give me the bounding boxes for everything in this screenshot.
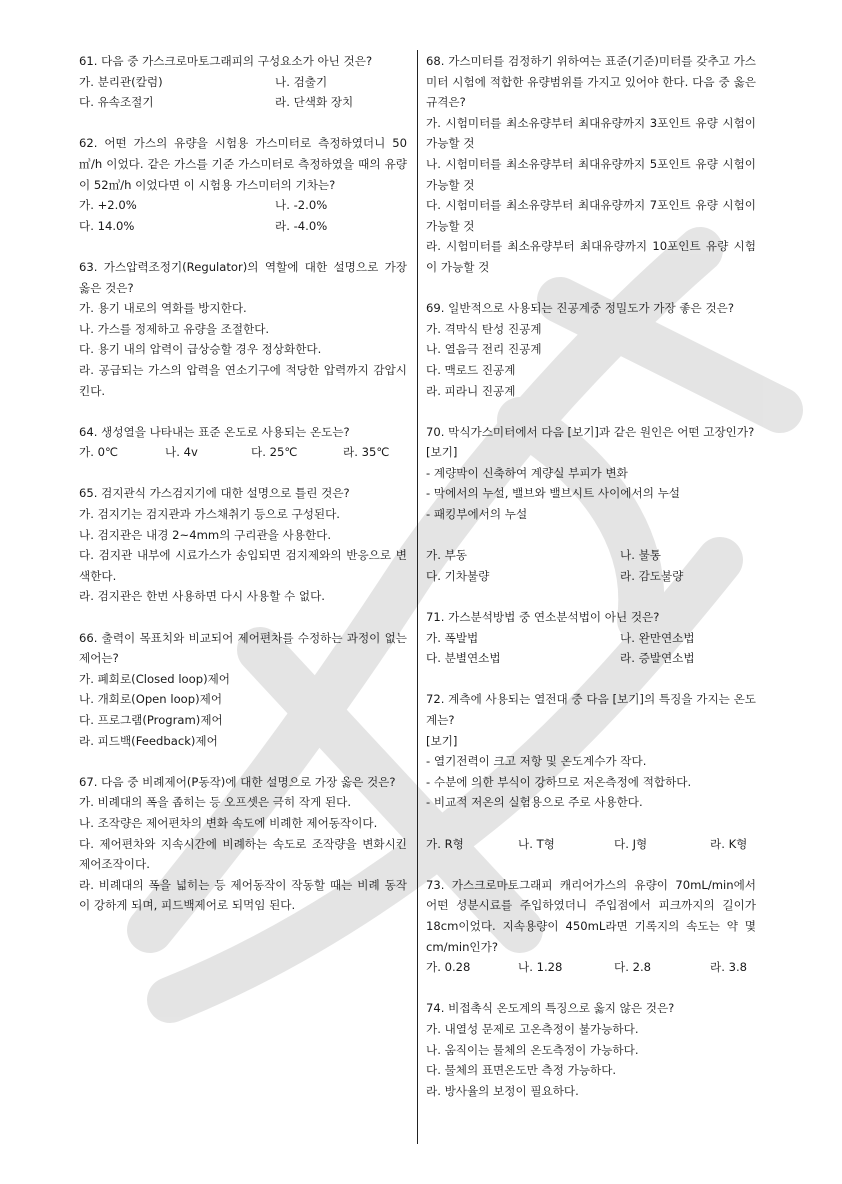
answer-option: 나. 조작량은 제어편차의 변화 속도에 비례한 제어동작이다. <box>79 815 378 830</box>
question-stem: 73. 가스크로마토그래피 캐리어가스의 유량이 70mL/min에서 어떤 성분시료를 주입하였더니 주입점에서 피크까지의 길이가 18cm이었다. 지속용량이 450mL라면 기록지의 속도는 약 몇 cm/min인가? <box>426 877 756 954</box>
question-stem: 68. 가스미터를 검정하기 위하여는 표준(기준)미터를 갖추고 가스미터 시험에 적합한 유량범위를 가지고 있어야 한다. 다음 중 옳은 규격은? <box>426 54 756 110</box>
question-stem: 69. 일반적으로 사용되는 진공계중 정밀도가 가장 좋은 것은? <box>426 301 734 316</box>
answer-option: 나. 4v <box>165 445 198 460</box>
answer-option: 나. 열음극 전리 진공계 <box>426 342 542 357</box>
answer-option: 다. J형 <box>614 836 648 851</box>
example-label: [보기] <box>426 445 458 460</box>
answer-option: 가. 격막식 탄성 진공계 <box>426 321 542 336</box>
answer-option: 다. 프로그램(Program)제어 <box>79 713 223 727</box>
question-block <box>79 422 407 463</box>
answer-option: 나. 개회로(Open loop)제어 <box>79 692 223 707</box>
question-block <box>426 51 756 278</box>
question-stem: 64. 생성열을 나타내는 표준 온도로 사용되는 온도는? <box>79 424 350 439</box>
answer-option: 라. 감도불량 <box>620 568 684 583</box>
question-stem: 70. 막식가스미터에서 다음 [보기]과 같은 원인은 어떤 고장인가? <box>426 424 755 439</box>
answer-option: 다. 14.0% <box>79 218 135 233</box>
question-stem: 72. 계측에 사용되는 열전대 중 다음 [보기]의 특징을 가지는 온도계는? <box>426 692 756 727</box>
spacer <box>426 813 756 834</box>
question-block <box>426 298 756 401</box>
answer-row <box>426 545 756 566</box>
question-stem: 62. 어떤 가스의 유량을 시험용 가스미터로 측정하였더니 50㎥/h 이었다. 같은 가스를 기준 가스미터로 측정하였을 때의 유량이 52㎥/h 이었다면 이 시험용 가스미터의 기차는? <box>79 136 407 192</box>
question-stem: 71. 가스분석방법 중 연소분석법이 아닌 것은? <box>426 610 660 625</box>
answer-row <box>79 195 407 216</box>
answer-row <box>79 92 407 113</box>
answer-row <box>79 442 407 463</box>
answer-option: 다. 검지관 내부에 시료가스가 송입되면 검지제와의 반응으로 변색한다. <box>79 548 407 583</box>
question-block <box>79 628 407 752</box>
answer-option: 가. 용기 내로의 역화를 방지한다. <box>79 301 247 316</box>
answer-option: 라. -4.0% <box>275 218 328 233</box>
example-line: - 열기전력이 크고 저항 및 온도계수가 작다. <box>426 754 647 769</box>
answer-option: 다. 용기 내의 압력이 급상승할 경우 정상화한다. <box>79 342 322 357</box>
question-stem: 66. 출력이 목표치와 비교되어 제어편차를 수정하는 과정이 없는 제어는? <box>79 630 407 666</box>
answer-option: 가. 내열성 문제로 고온측정이 불가능하다. <box>426 1021 639 1036</box>
example-line: - 비교적 저온의 실험용으로 주로 사용한다. <box>426 795 643 810</box>
answer-row <box>79 216 407 237</box>
answer-option: 나. T형 <box>518 836 555 851</box>
answer-row <box>426 628 756 649</box>
question-block <box>426 607 756 669</box>
question-block <box>79 257 407 401</box>
answer-option: 라. 시험미터를 최소유량부터 최대유량까지 10포인트 유량 시험이 가능할 것 <box>426 239 756 274</box>
example-line: - 수분에 의한 부식이 강하므로 저온측정에 적합하다. <box>426 774 692 789</box>
question-stem: 67. 다음 중 비례제어(P동작)에 대한 설명으로 가장 옳은 것은? <box>79 774 396 789</box>
answer-option: 다. 시험미터를 최소유량부터 최대유량까지 7포인트 유량 시험이 가능할 것 <box>426 198 756 233</box>
question-stem: 65. 검지관식 가스검지기에 대한 설명으로 틀린 것은? <box>79 486 350 501</box>
answer-option: 라. 3.8 <box>710 960 748 975</box>
answer-option: 라. 단색화 장치 <box>275 95 354 110</box>
answer-option: 가. 검지기는 검지관과 가스채취기 등으로 구성된다. <box>79 507 340 522</box>
answer-option: 다. 맥로드 진공계 <box>426 362 516 377</box>
answer-option: 라. 피드백(Feedback)제어 <box>79 733 218 748</box>
question-block <box>426 422 756 587</box>
question-block <box>426 875 756 978</box>
question-stem: 63. 가스압력조정기(Regulator)의 역할에 대한 설명으로 가장 옳은 것은? <box>79 259 407 295</box>
question-stem: 74. 비접촉식 온도계의 특징으로 옳지 않은 것은? <box>426 1001 675 1016</box>
question-block <box>426 689 756 854</box>
answer-option: 가. 0.28 <box>426 960 471 975</box>
answer-row <box>426 834 756 855</box>
answer-option: 나. 1.28 <box>518 960 563 975</box>
answer-row <box>426 566 756 587</box>
answer-option: 가. 시험미터를 최소유량부터 최대유량까지 3포인트 유량 시험이 가능할 것 <box>426 115 756 151</box>
question-block <box>426 998 756 1101</box>
answer-option: 다. 기차불량 <box>426 568 490 583</box>
answer-option: 라. 피라니 진공계 <box>426 383 516 398</box>
answer-option: 라. 비례대의 폭을 넓히는 등 제어동작이 작동할 때는 비례 동작이 강하게 되며, 피드백제어로 되먹임 된다. <box>79 877 407 913</box>
answer-option: 라. 35℃ <box>343 445 390 460</box>
answer-option: 가. R형 <box>426 836 464 851</box>
answer-option: 나. 가스를 정제하고 유량을 조절한다. <box>79 321 270 336</box>
answer-option: 가. 폭발법 <box>426 630 479 645</box>
question-block <box>79 133 407 236</box>
answer-option: 나. -2.0% <box>275 198 328 213</box>
answer-row <box>426 648 756 669</box>
answer-option: 다. 물체의 표면온도만 측정 가능하다. <box>426 1063 617 1078</box>
answer-option: 다. 유속조절기 <box>79 95 154 110</box>
answer-option: 다. 2.8 <box>614 960 652 975</box>
example-line: - 막에서의 누설, 밸브와 밸브시트 사이에서의 누설 <box>426 486 680 501</box>
example-line: - 패킹부에서의 누설 <box>426 507 528 522</box>
answer-option: 라. K형 <box>710 836 748 851</box>
answer-option: 라. 검지관은 한번 사용하면 다시 사용할 수 없다. <box>79 589 325 604</box>
answer-option: 가. 폐회로(Closed loop)제어 <box>79 671 231 686</box>
answer-option: 가. 분리관(칼럼) <box>79 74 163 89</box>
answer-option: 나. 검출기 <box>275 74 328 89</box>
question-block <box>79 483 407 607</box>
example-label: [보기] <box>426 733 458 748</box>
answer-option: 나. 불통 <box>620 548 661 563</box>
question-block <box>79 772 407 916</box>
answer-option: 나. 움직이는 물체의 온도측정이 가능하다. <box>426 1042 639 1057</box>
answer-option: 다. 25℃ <box>251 445 298 460</box>
answer-option: 가. +2.0% <box>79 198 137 213</box>
answer-option: 나. 검지관은 내경 2~4mm의 구리관을 사용한다. <box>79 527 332 542</box>
answer-row <box>79 72 407 93</box>
example-line: - 계량막이 신축하여 계량실 부피가 변화 <box>426 465 628 480</box>
right-column <box>426 51 756 1122</box>
question-block <box>79 51 407 113</box>
answer-option: 라. 공급되는 가스의 압력을 연소기구에 적당한 압력까지 감압시킨다. <box>79 362 407 398</box>
answer-option: 다. 제어편차와 지속시간에 비례하는 속도로 조작량을 변화시킨 제어조작이다. <box>79 836 407 872</box>
left-column <box>79 51 407 937</box>
spacer <box>426 525 756 546</box>
answer-option: 라. 증발연소법 <box>620 651 695 666</box>
answer-option: 다. 분별연소법 <box>426 651 501 666</box>
question-stem: 61. 다음 중 가스크로마토그래피의 구성요소가 아닌 것은? <box>79 54 373 68</box>
column-divider <box>417 50 418 1144</box>
answer-option: 나. 완만연소법 <box>620 630 695 645</box>
answer-row <box>426 957 756 978</box>
answer-option: 가. 부동 <box>426 548 467 563</box>
answer-option: 라. 방사율의 보정이 필요하다. <box>426 1083 579 1098</box>
answer-option: 가. 비례대의 폭을 좁히는 등 오프셋은 극히 작게 된다. <box>79 795 352 810</box>
answer-option: 가. 0℃ <box>79 445 118 460</box>
answer-option: 나. 시험미터를 최소유량부터 최대유량까지 5포인트 유량 시험이 가능할 것 <box>426 156 756 192</box>
